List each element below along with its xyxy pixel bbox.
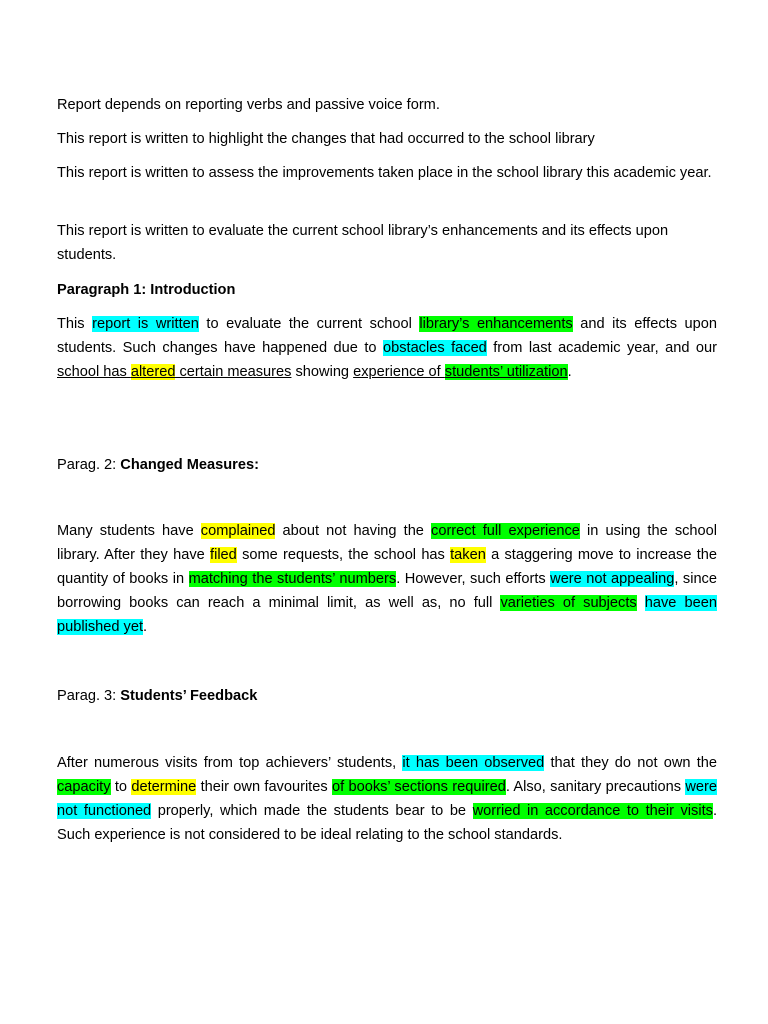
highlight-green: capacity (57, 779, 111, 795)
intro-line-2: This report is written to highlight the changes that had occurred to the school library (57, 131, 595, 147)
highlight-green: correct full experience (431, 523, 580, 539)
intro-line-3: This report is written to assess the improvements taken place in the school library this academic year. (57, 165, 712, 181)
highlight-green: worried in accordance to their visits (472, 803, 713, 819)
highlight-yellow: filed (210, 547, 237, 563)
paragraph-2-body: Many students have complained about not having the correct full experience in using the school library. After they have filed some requests, the school has taken a staggering move to increase the quantity of books in matching the students’ numbers. However, such efforts were not appealing, since borrowing books can reach a minimal limit, as well as, no full varieties of subjects have been published yet. (57, 523, 718, 635)
highlight-green: students’ utilization (444, 364, 568, 380)
highlight-yellow: altered (130, 364, 176, 380)
paragraph-1-body: This report is written to evaluate the current school library’s enhancements and its effects upon students. Such changes have happened due to obstacles faced from last academic year, and our school has altered certain measures showing experience of students’ utilization. (57, 316, 718, 380)
highlight-yellow: complained (200, 523, 276, 539)
highlight-green: varieties of subjects (500, 595, 637, 611)
highlight-cyan: obstacles faced (382, 340, 487, 356)
paragraph-2-heading: Parag. 2: Changed Measures: (57, 457, 259, 473)
highlight-cyan: report is written (92, 316, 199, 332)
highlight-cyan: have been published yet (57, 595, 717, 635)
highlight-green: of books’ sections required (331, 779, 506, 795)
underlined-phrase: school has altered certain measures (57, 364, 292, 380)
highlight-cyan: were not functioned (57, 779, 718, 819)
intro-line-4: This report is written to evaluate the current school library’s enhancements and its effects upon students. (57, 223, 669, 263)
paragraph-1-heading: Paragraph 1: Introduction (57, 282, 236, 298)
intro-line-1: Report depends on reporting verbs and passive voice form. (57, 97, 440, 113)
underlined-phrase: experience of students’ utilization (353, 364, 568, 380)
paragraph-3-heading: Parag. 3: Students’ Feedback (57, 688, 258, 704)
highlight-green: library’s enhancements (419, 316, 573, 332)
highlight-cyan: were not appealing (550, 571, 675, 587)
paragraph-3-body: After numerous visits from top achievers’ students, it has been observed that they do not own the capacity to determine their own favourites of books’ sections required. Also, sanitary precautions were not functioned properly, which made the students bear to be worried in accordance to their visits. Such experience is not considered to be ideal relating to the school standards. (57, 755, 718, 843)
highlight-green: matching the students’ numbers (188, 571, 397, 587)
highlight-cyan: it has been observed (402, 755, 545, 771)
highlight-yellow: taken (450, 547, 486, 563)
highlight-yellow: determine (131, 779, 197, 795)
